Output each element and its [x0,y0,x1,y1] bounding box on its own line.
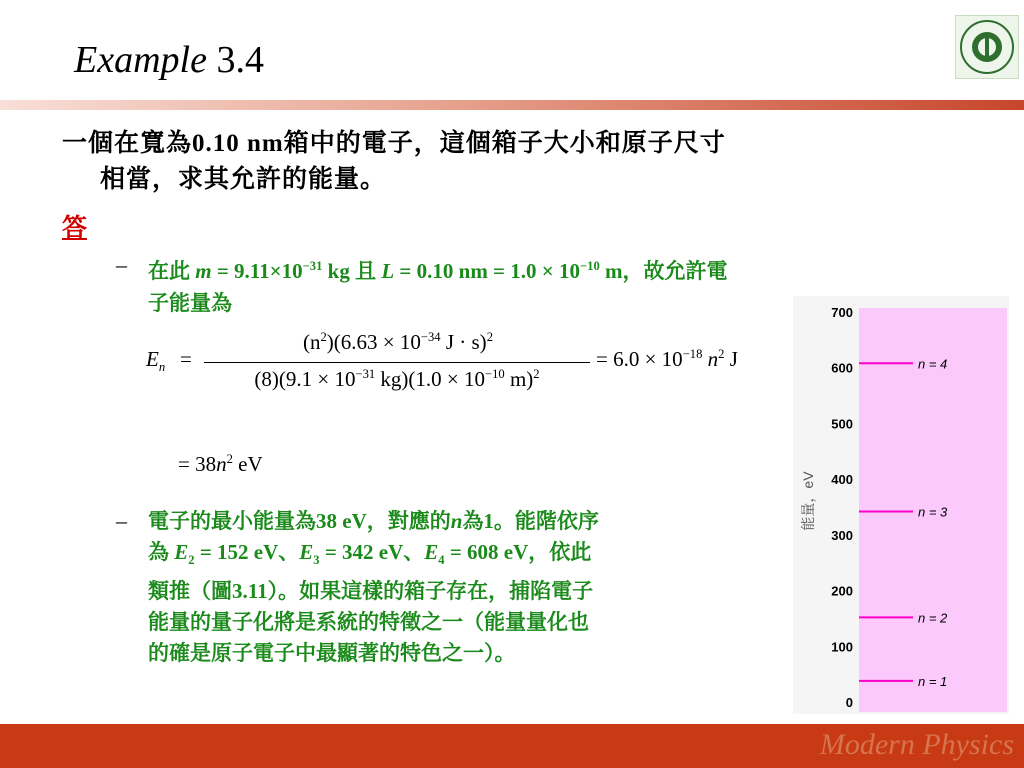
title-number: 3.4 [216,39,264,81]
answer-label: 答 [62,215,88,242]
symbol-n-sub: n [158,360,166,375]
b2-sub-3: 3 [313,553,320,568]
b2-sub-4: 4 [438,553,445,568]
slide-title [74,38,264,82]
bullet-1-text-e: m，故允許電 [599,259,728,283]
b2-sub-2: 2 [188,553,195,568]
equation-lhs [146,347,165,375]
line2-unit: eV [232,452,263,476]
den-exp-1: −31 [355,367,376,381]
y-tick-label: 700 [831,305,853,320]
bullet-dash-1: – [116,252,127,277]
b2-text-e: = 342 eV、 [319,540,425,564]
bullet-1-text-b: = 9.11×10 [211,259,303,283]
den-exp-2: −10 [485,367,505,381]
y-tick-label: 300 [831,527,853,543]
b2-E3: E [299,540,314,564]
bullet-2-line-1 [148,506,768,537]
den-part-c: m) [504,367,534,391]
equation-numerator [208,330,588,355]
footer-bar [0,724,1024,768]
energy-level-svg [793,296,1009,714]
equation-line-2 [178,452,263,477]
exponent-mass: −31 [302,259,323,273]
equation-rhs [596,347,738,372]
question-line-1: 一個在寬為0.10 nm箱中的電子，這個箱子大小和原子尺寸 [62,130,726,157]
bullet-2-line-4: 能量的量子化將是系統的特徵之一（能量量化也 [148,610,589,635]
exponent-length: −10 [580,259,600,273]
bullet-1-line-1 [148,250,948,287]
energy-level-label: n = 4 [918,356,948,372]
energy-level-chart [793,296,1009,714]
num-part-b: )(6.63 × 10 [326,330,421,354]
symbol-m: m [195,259,212,283]
line2-sq: 2 [226,452,233,466]
b2-E2: E [174,540,189,564]
footer-text: Modern Physics [819,728,1014,761]
university-logo-icon [955,15,1019,79]
rhs-exp: −18 [682,347,703,361]
bullet-1-text-a: 在此 [148,259,196,283]
y-tick-label: 100 [831,639,853,655]
bullet-2-line-3: 類推（圖3.11）。如果這樣的箱子存在，捕陷電子 [148,579,594,604]
den-part-a: (8)(9.1 × 10 [254,367,356,391]
rhs-sq: 2 [718,347,725,361]
symbol-E: E [146,347,159,371]
bullet-2 [148,506,768,669]
b2-text-d: = 152 eV、 [194,540,300,564]
bullet-1-line-2: 子能量為 [148,291,232,315]
num-part-c: J · s) [440,330,487,354]
num-exp: −34 [420,330,441,344]
b2-text-b: 為1。能階依序 [462,509,599,533]
rhs-n: n [707,347,719,371]
title-example: Example [74,39,207,81]
energy-level-label: n = 1 [918,673,948,689]
line2-n: n [216,452,227,476]
equation-equals: = [180,347,192,371]
bullet-1-text-c: kg 且 [322,259,382,283]
energy-level-label: n = 2 [918,610,948,626]
num-sq-2: 2 [486,330,493,344]
den-sq: 2 [533,367,540,381]
den-part-b: kg)(1.0 × 10 [375,367,486,391]
bullet-dash-2: – [116,508,127,533]
rhs-unit: J [724,347,738,371]
b2-symbol-n: n [450,509,463,533]
title-divider [0,100,1024,110]
line2-part-a: = 38 [178,452,217,476]
y-tick-label: 500 [831,416,853,432]
question-line-2: 相當，求其允許的能量。 [100,166,387,193]
num-part-a: (n [303,330,321,354]
y-tick-label: 600 [831,360,853,376]
equation-denominator [204,367,590,392]
bullet-2-line-5: 的確是原子電子中最顯著的特色之一）。 [148,641,516,666]
b2-text-a: 電子的最小能量為38 eV，對應的 [148,509,451,533]
rhs-part-a: = 6.0 × 10 [596,347,683,371]
bullet-1-text-d: = 0.10 nm = 1.0 × 10 [394,259,580,283]
b2-text-c: 為 [148,540,175,564]
b2-E4: E [424,540,439,564]
question-text [62,126,952,198]
fraction-bar [204,362,590,363]
y-axis-label: 能量，eV [800,471,816,531]
b2-text-f: = 608 eV，依此 [444,540,592,564]
num-sq-1: 2 [320,330,327,344]
symbol-L: L [381,259,395,283]
bullet-2-line-2 [148,537,768,576]
y-tick-label: 0 [845,695,853,710]
energy-level-label: n = 3 [918,504,948,520]
y-tick-label: 200 [831,583,853,599]
y-tick-label: 400 [831,472,853,488]
